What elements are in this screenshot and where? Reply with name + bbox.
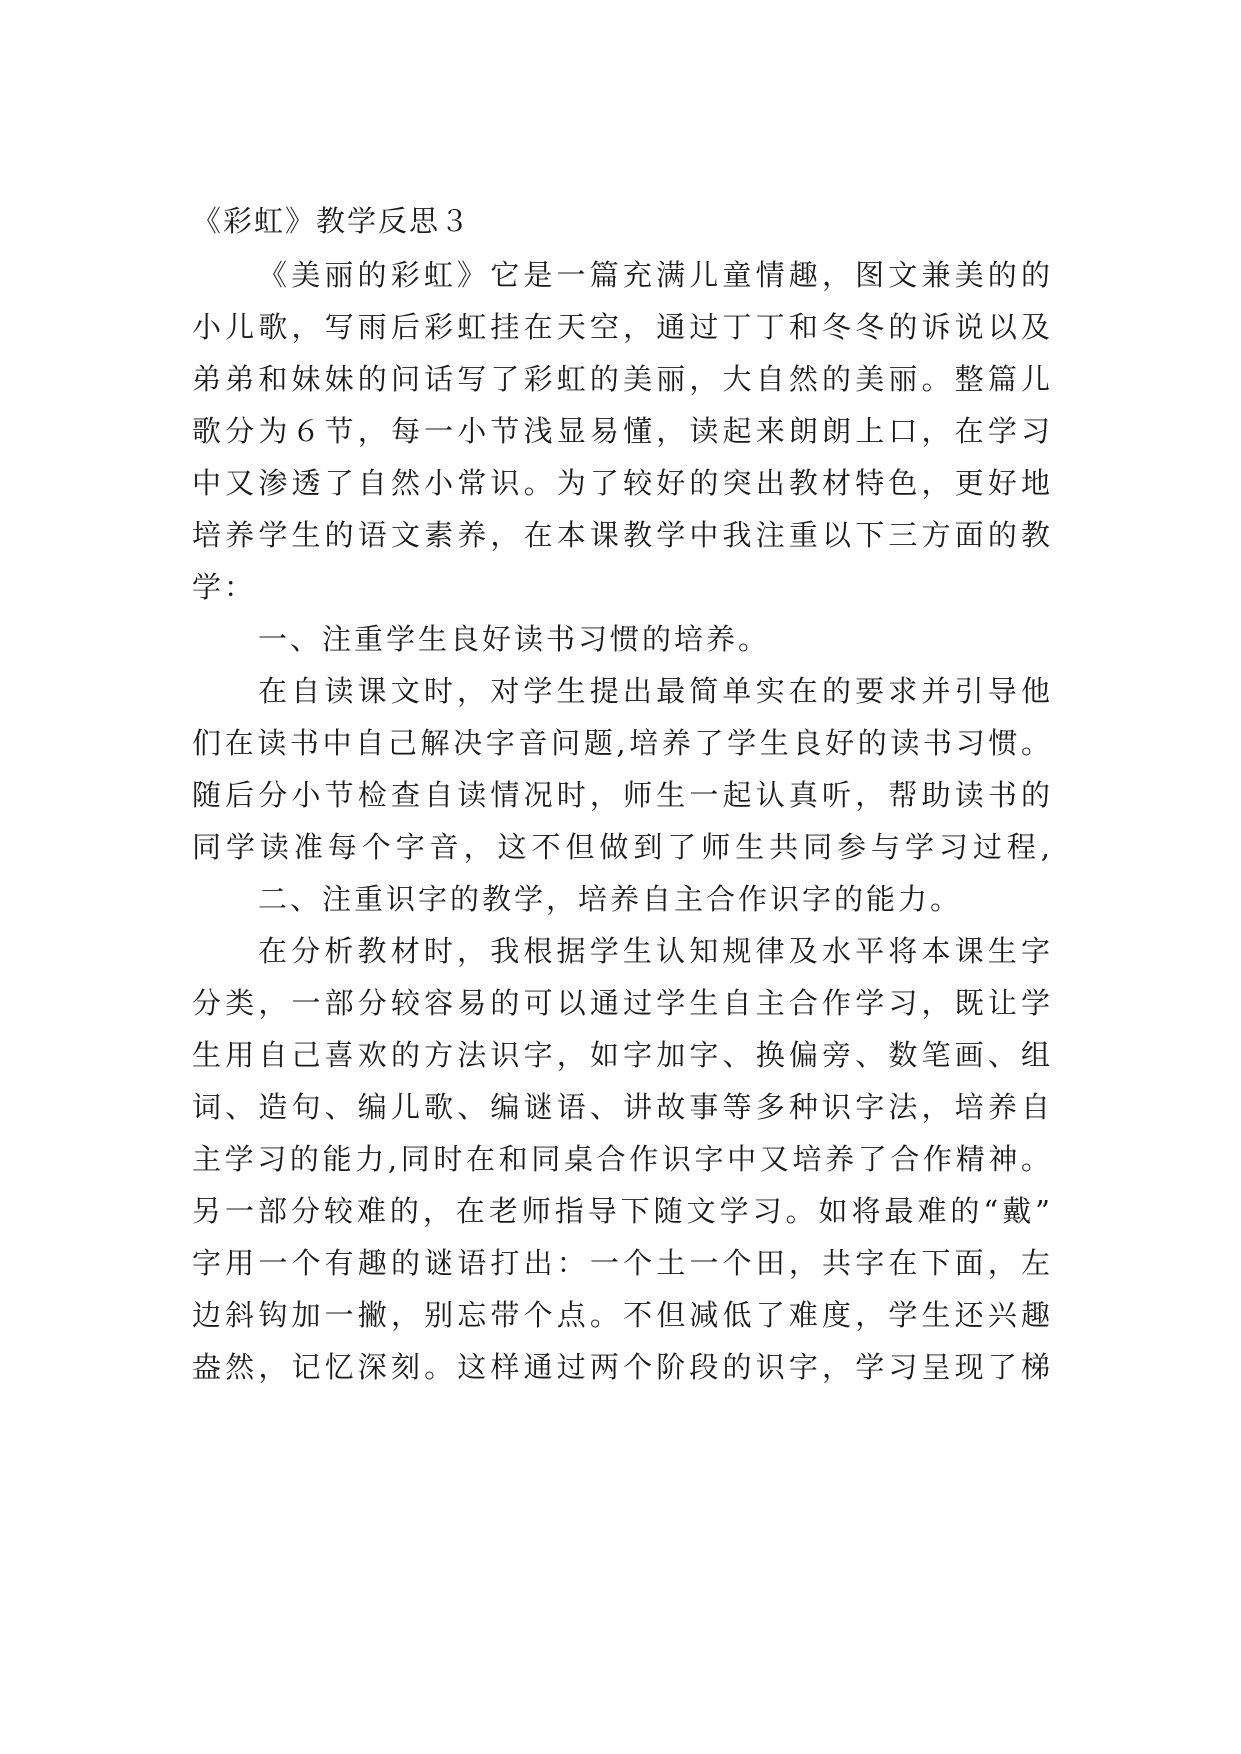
paragraph-line: 歌分为６节，每一小节浅显易懂，读起来朗朗上口，在学习 — [192, 414, 1050, 448]
paragraph-line: 在自读课文时，对学生提出最简单实在的要求并引导他 — [258, 674, 1050, 708]
paragraph-line: 词、造句、编儿歌、编谜语、讲故事等多种识字法，培养自 — [192, 1090, 1050, 1124]
paragraph-line: 同学读准每个字音，这不但做到了师生共同参与学习过程, — [192, 830, 1050, 864]
paragraph-line: 另一部分较难的，在老师指导下随文学习。如将最难的“戴” — [192, 1194, 1050, 1228]
paragraph-line: 边斜钩加一撇，别忘带个点。不但减低了难度，学生还兴趣 — [192, 1298, 1050, 1332]
paragraph-line: 随后分小节检查自读情况时，师生一起认真听，帮助读书的 — [192, 778, 1050, 812]
paragraph-line: 盎然，记忆深刻。这样通过两个阶段的识字，学习呈现了梯 — [192, 1350, 1050, 1384]
paragraph-line: 学： — [192, 570, 257, 604]
paragraph-line: 培养学生的语文素养，在本课教学中我注重以下三方面的教 — [192, 518, 1050, 552]
paragraph-line: 《美丽的彩虹》它是一篇充满儿童情趣，图文兼美的的 — [258, 258, 1050, 292]
document-title: 《彩虹》教学反思３ — [192, 204, 472, 238]
paragraph-line: 二、注重识字的教学，培养自主合作识字的能力。 — [258, 882, 963, 916]
paragraph-line: 主学习的能力,同时在和同桌合作识字中又培养了合作精神。 — [192, 1142, 1050, 1176]
paragraph-line: 弟弟和妹妹的问话写了彩虹的美丽，大自然的美丽。整篇儿 — [192, 362, 1050, 396]
paragraph-line: 们在读书中自己解决字音问题,培养了学生良好的读书习惯。 — [192, 726, 1050, 760]
paragraph-line: 一、注重学生良好读书习惯的培养。 — [258, 622, 771, 656]
paragraph-line: 小儿歌，写雨后彩虹挂在天空，通过丁丁和冬冬的诉说以及 — [192, 310, 1050, 344]
paragraph-line: 分类，一部分较容易的可以通过学生自主合作学习，既让学 — [192, 986, 1050, 1020]
paragraph-line: 在分析教材时，我根据学生认知规律及水平将本课生字 — [258, 934, 1050, 968]
paragraph-line: 字用一个有趣的谜语打出：一个土一个田，共字在下面，左 — [192, 1246, 1050, 1280]
paragraph-line: 生用自己喜欢的方法识字，如字加字、换偏旁、数笔画、组 — [192, 1038, 1050, 1072]
paragraph-line: 中又渗透了自然小常识。为了较好的突出教材特色，更好地 — [192, 466, 1050, 500]
